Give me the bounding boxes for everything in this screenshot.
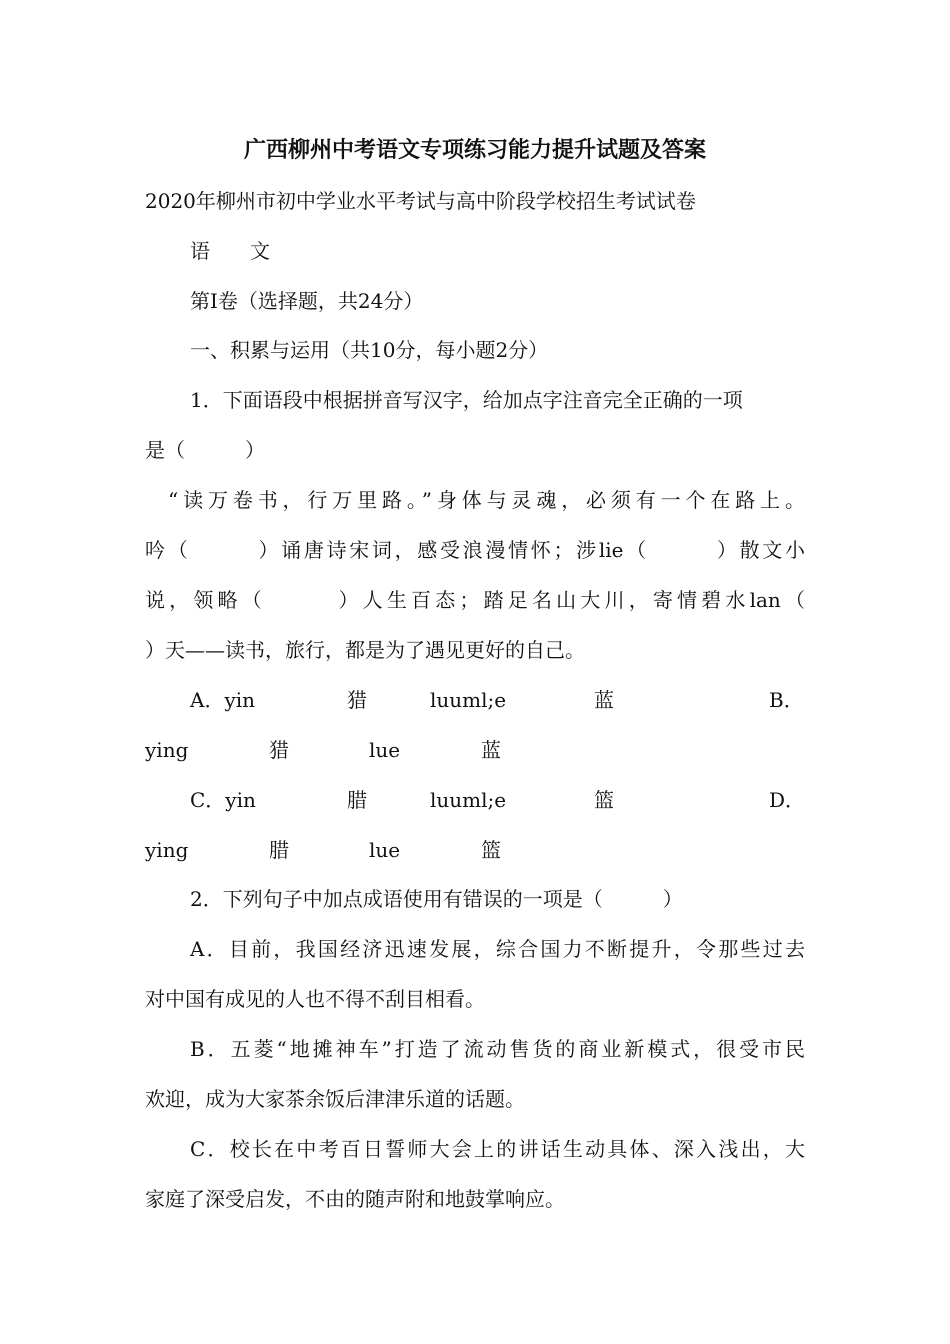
q1-passage-line3: 说，领略（ ）人生百态；踏足名山大川，寄情碧水lan（ [145,588,805,612]
q1-options-row-cd [145,787,805,813]
q1-option-d-label: D． [769,788,806,812]
document-title: 广西柳州中考语文专项练习能力提升试题及答案 [243,138,706,163]
q1-option-b-word1: 猎 [269,738,289,762]
q1-option-b-pinyin: ying [145,738,189,762]
volume-heading: 第Ⅰ卷（选择题，共24分） [190,289,424,313]
q1-option-c-word2: luuml;e [430,788,507,812]
q1-option-a-label: A．yin [190,688,256,712]
q1-stem-line1: 1．下面语段中根据拼音写汉字，给加点字注音完全正确的一项 [190,388,743,412]
q2-option-c-line1: C．校长在中考百日誓师大会上的讲话生动具体、深入浅出，大 [190,1137,805,1161]
q1-option-c-word3: 篮 [594,788,614,812]
q2-option-a-line2: 对中国有成见的人也不得不刮目相看。 [145,987,485,1011]
q2-stem: 2．下列句子中加点成语使用有错误的一项是（ ） [190,887,683,911]
q1-option-b-label: B． [769,688,804,712]
q2-option-c-line2: 家庭了深受启发，不由的随声附和地鼓掌响应。 [145,1187,565,1211]
q1-option-c-label: C．yin [190,788,256,812]
q1-option-b-row [145,737,805,763]
q1-passage-line2: 吟（ ）诵唐诗宋词，感受浪漫情怀；涉lie（ ）散文小 [145,538,805,562]
q1-option-d-word2: lue [369,838,401,862]
q1-option-b-word2: lue [369,738,401,762]
q1-option-d-word1: 腊 [269,838,289,862]
exam-name: 2020年柳州市初中学业水平考试与高中阶段学校招生考试试卷 [145,189,696,213]
q1-option-d-row [145,837,805,863]
q1-option-b-word3: 蓝 [481,738,501,762]
q2-option-a-line1: A．目前，我国经济迅速发展，综合国力不断提升，令那些过去 [190,937,805,961]
q1-passage-line1: “读万卷书，行万里路。”身体与灵魂，必须有一个在路上。 [168,488,805,512]
q1-passage-line4: ）天——读书，旅行，都是为了遇见更好的自己。 [145,638,585,662]
q1-option-a-word1: 猎 [347,688,367,712]
q1-option-a-word2: luuml;e [430,688,507,712]
q2-option-b-line1: B．五菱“地摊神车”打造了流动售货的商业新模式，很受市民 [190,1037,805,1061]
q1-stem-line2: 是（ ） [145,438,265,462]
q1-option-d-pinyin: ying [145,838,189,862]
subject-label: 语 文 [190,239,270,263]
section-heading: 一、积累与运用（共10分，每小题2分） [190,338,549,362]
q1-option-a-word3: 蓝 [594,688,614,712]
q1-options-row-ab [145,687,805,713]
q1-option-d-word3: 篮 [481,838,501,862]
q2-option-b-line2: 欢迎，成为大家茶余饭后津津乐道的话题。 [145,1087,525,1111]
q1-option-c-word1: 腊 [347,788,367,812]
